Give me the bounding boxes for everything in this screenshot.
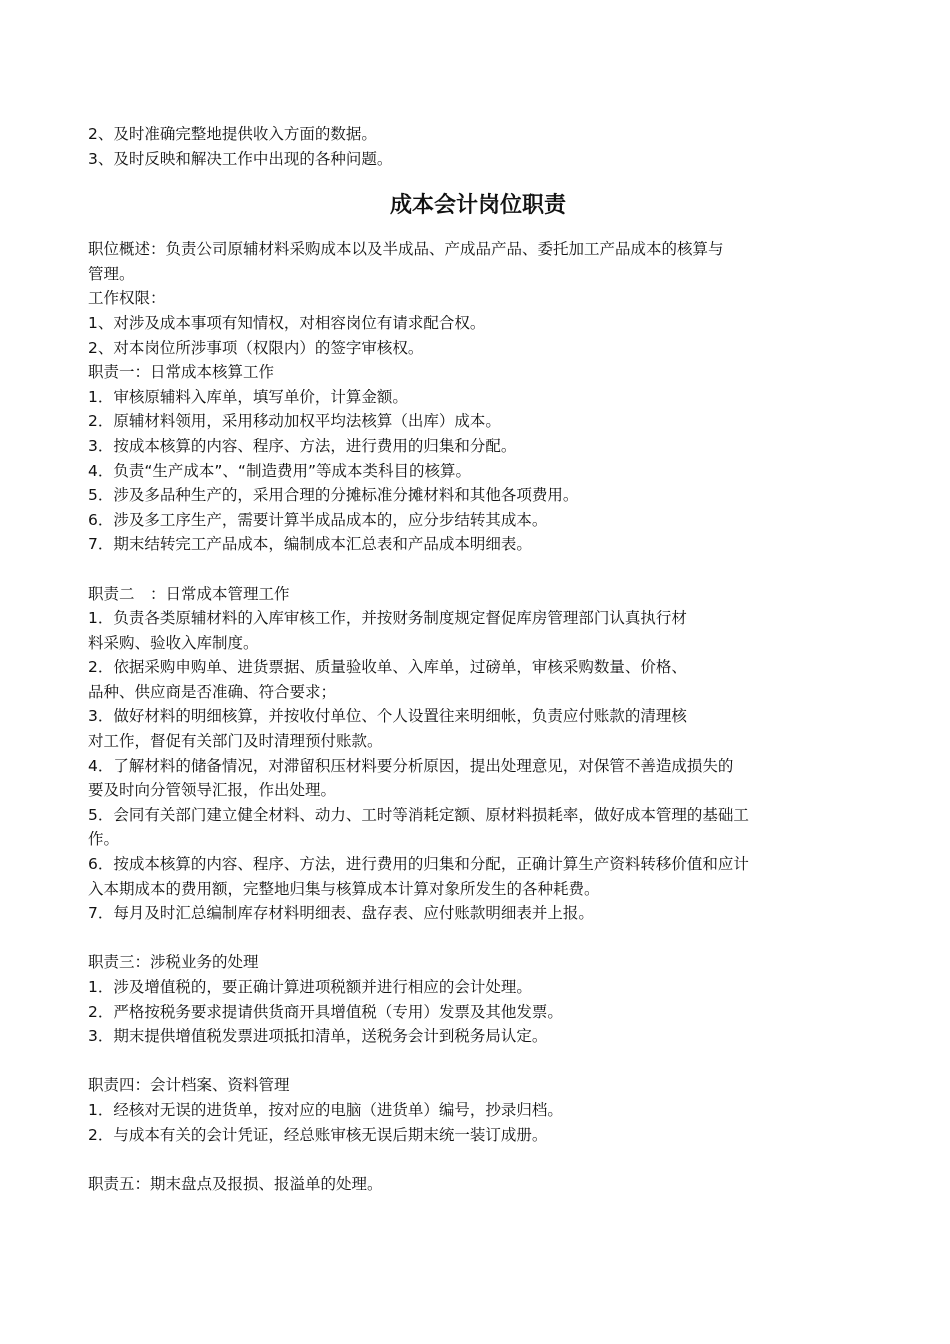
overview-line: 管理。	[88, 264, 135, 283]
duty2-line: 作。	[88, 830, 120, 849]
document-page	[88, 122, 868, 1196]
intro-item: 2、及时准确完整地提供收入方面的数据。	[88, 125, 377, 143]
duty2-line: 2．依据采购申购单、进货票据、质量验收单、入库单，过磅单，审核采购数量、价格、	[88, 658, 687, 677]
duty5-heading: 职责五：期末盘点及报损、报溢单的处理。	[88, 1174, 383, 1193]
duty4-item: 2．与成本有关的会计凭证，经总账审核无误后期末统一装订成册。	[88, 1125, 548, 1144]
duty3-item: 3．期末提供增值税发票进项抵扣清单，送税务会计到税务局认定。	[88, 1027, 548, 1046]
duty2-line: 品种、供应商是否准确、符合要求；	[88, 682, 337, 701]
duty2-line: 对工作，督促有关部门及时清理预付账款。	[88, 732, 383, 751]
paragraph-gap	[88, 557, 868, 582]
overview-line: 职位概述：负责公司原辅材料采购成本以及半成品、产成品产品、委托加工产品成本的核算与	[88, 240, 724, 259]
duty2-line: 1．负责各类原辅材料的入库审核工作，并按财务制度规定督促库房管理部门认真执行材	[88, 609, 687, 628]
duty2-line: 4．了解材料的储备情况，对滞留积压材料要分析原因，提出处理意见，对保管不善造成损失的	[88, 756, 734, 775]
intro-item: 3、及时反映和解决工作中出现的各种问题。	[88, 149, 393, 168]
paragraph-gap	[88, 1147, 868, 1172]
duty3-item: 2．严格按税务要求提请供货商开具增值税（专用）发票及其他发票。	[88, 1002, 563, 1021]
duty1-item: 2．原辅材料领用，采用移动加权平均法核算（出库）成本。	[88, 412, 501, 431]
duty2-line: 料采购、验收入库制度。	[88, 633, 259, 652]
duty1-item: 4．负责“生产成本”、“制造费用”等成本类科目的核算。	[88, 461, 471, 480]
duty3-item: 1．涉及增值税的，要正确计算进项税额并进行相应的会计处理。	[88, 978, 532, 996]
authority-heading: 工作权限：	[88, 289, 166, 308]
duty2-line: 入本期成本的费用额，完整地归集与核算成本计算对象所发生的各种耗费。	[88, 879, 600, 898]
duty1-item: 1．审核原辅料入库单，填写单价，计算金额。	[88, 387, 408, 406]
duty2-line: 6．按成本核算的内容、程序、方法，进行费用的归集和分配，正确计算生产资料转移价值和应计	[88, 855, 749, 874]
duty1-item: 6．涉及多工序生产，需要计算半成品成本的，应分步结转其成本。	[88, 510, 548, 529]
duty2-line: 3．做好材料的明细核算，并按收付单位、个人设置往来明细帐，负责应付账款的清理核	[88, 707, 687, 726]
duty4-heading: 职责四：会计档案、资料管理	[88, 1076, 290, 1095]
duty3-heading: 职责三：涉税业务的处理	[88, 953, 259, 972]
duty1-heading: 职责一：日常成本核算工作	[88, 363, 275, 382]
authority-item: 2、对本岗位所涉事项（权限内）的签字审核权。	[88, 338, 424, 357]
paragraph-gap	[88, 1049, 868, 1074]
duty1-item: 3．按成本核算的内容、程序、方法，进行费用的归集和分配。	[88, 436, 517, 455]
duty2-line: 5．会同有关部门建立健全材料、动力、工时等消耗定额、原材料损耗率，做好成本管理的基础工	[88, 805, 749, 824]
paragraph-gap	[88, 926, 868, 951]
duty1-item: 5．涉及多品种生产的，采用合理的分摊标准分摊材料和其他各项费用。	[88, 486, 579, 505]
duty1-item: 7．期末结转完工产品成本，编制成本汇总表和产品成本明细表。	[88, 535, 532, 554]
duty2-heading: 职责二 ：日常成本管理工作	[88, 584, 290, 603]
duty2-line: 7．每月及时汇总编制库存材料明细表、盘存表、应付账款明细表并上报。	[88, 904, 594, 923]
document-title: 成本会计岗位职责	[389, 193, 566, 219]
duty4-item: 1．经核对无误的进货单，按对应的电脑（进货单）编号，抄录归档。	[88, 1100, 563, 1119]
duty2-line: 要及时向分管领导汇报，作出处理。	[88, 781, 337, 800]
authority-item: 1、对涉及成本事项有知情权，对相容岗位有请求配合权。	[88, 313, 486, 332]
